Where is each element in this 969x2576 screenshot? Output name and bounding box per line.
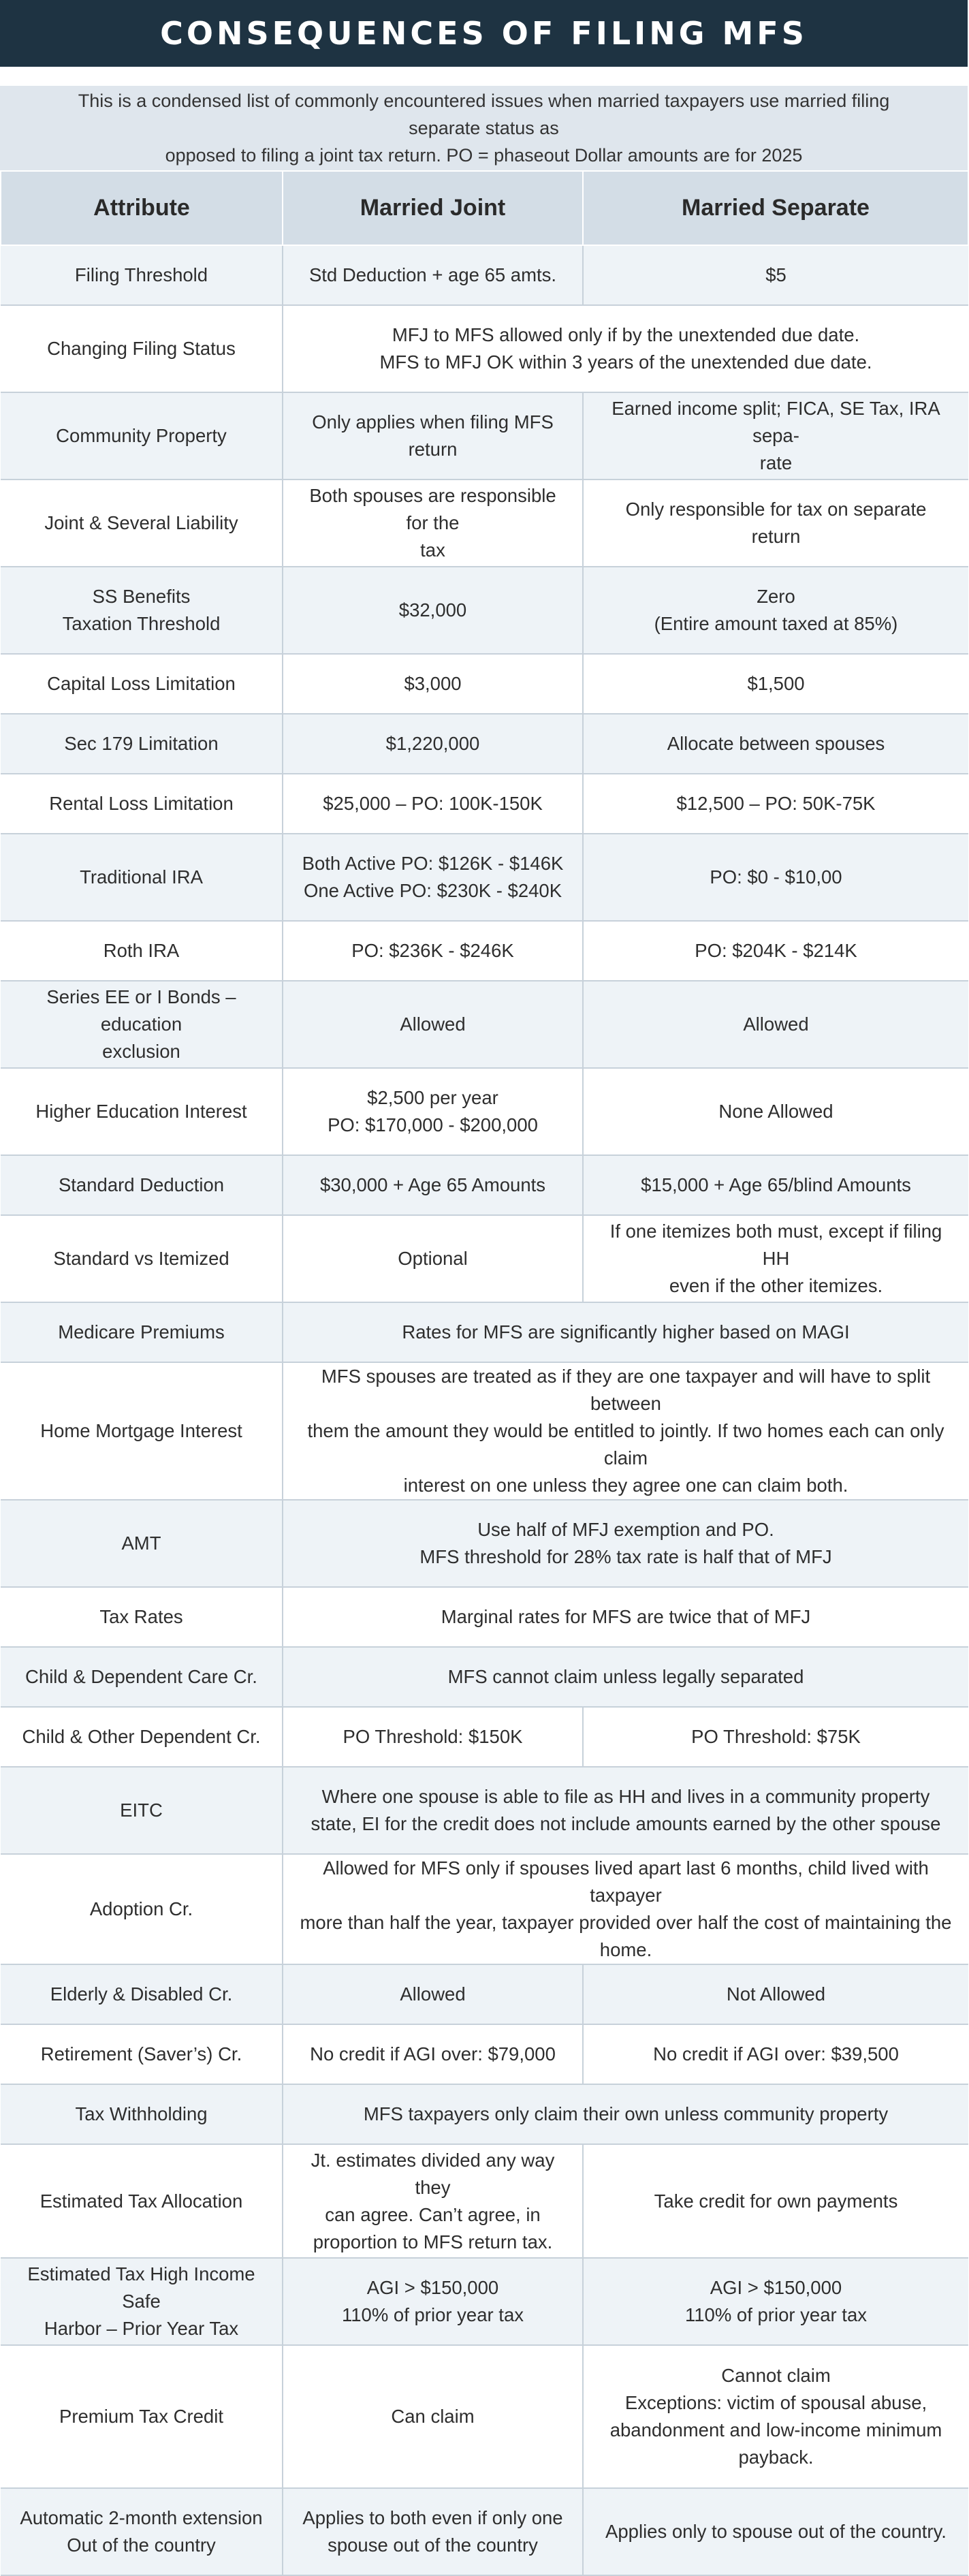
attribute-cell	[1, 1647, 283, 1707]
married-joint-cell	[283, 834, 583, 921]
cell-line: Filing Threshold	[74, 264, 208, 285]
cell-line: Tax Rates	[99, 1606, 183, 1627]
married-separate-cell	[583, 2144, 968, 2258]
married-separate-cell	[583, 480, 968, 567]
attribute-cell	[1, 1707, 283, 1767]
cell-line: Allowed for MFS only if spouses lived apart last 6 months, child lived with taxpayer	[323, 1857, 929, 1906]
cell-line: Std Deduction + age 65 amts.	[308, 264, 557, 285]
cell-line: Standard Deduction	[58, 1174, 225, 1195]
attribute-cell	[1, 2144, 283, 2258]
cell-line: $3,000	[404, 673, 462, 694]
combined-value-cell	[283, 1302, 968, 1362]
cell-line: them the amount they would be entitled to jointly. If two homes each can only claim	[307, 1420, 944, 1468]
table-row	[1, 714, 968, 774]
married-joint-cell	[283, 567, 583, 654]
table-row	[1, 567, 968, 654]
table-row	[1, 921, 968, 981]
table-row	[1, 2084, 968, 2144]
married-joint-cell	[283, 2024, 583, 2084]
attribute-cell	[1, 1362, 283, 1500]
cell-line: Roth IRA	[103, 940, 180, 961]
married-joint-cell	[283, 1068, 583, 1155]
married-separate-cell	[583, 2024, 968, 2084]
cell-line: $5	[765, 264, 787, 285]
attribute-cell	[1, 245, 283, 305]
cell-line: spouse out of the country	[328, 2534, 538, 2556]
cell-line: Higher Education Interest	[35, 1101, 247, 1122]
column-header-attribute: Attribute	[1, 171, 283, 245]
attribute-cell	[1, 567, 283, 654]
page-title: CONSEQUENCES OF FILING MFS	[0, 0, 968, 67]
married-joint-cell	[283, 2345, 583, 2488]
cell-line: Premium Tax Credit	[59, 2406, 223, 2427]
cell-line: Applies to both even if only one	[302, 2507, 563, 2528]
table-row	[1, 1302, 968, 1362]
comparison-table	[0, 170, 969, 2576]
cell-line: 110% of prior year tax	[685, 2304, 867, 2325]
cell-line: Out of the country	[67, 2534, 216, 2556]
married-joint-cell	[283, 654, 583, 714]
table-row	[1, 2488, 968, 2575]
cell-line: MFS threshold for 28% tax rate is half that of MFJ	[419, 1546, 832, 1567]
attribute-cell	[1, 774, 283, 834]
attribute-cell	[1, 654, 283, 714]
married-separate-cell	[583, 921, 968, 981]
cell-line: PO: $236K - $246K	[351, 940, 514, 961]
attribute-cell	[1, 1155, 283, 1215]
cell-line: Allowed	[400, 1014, 466, 1035]
cell-line: PO: $204K - $214K	[695, 940, 857, 961]
cell-line: If one itemizes both must, except if filing HH	[609, 1221, 942, 1269]
attribute-cell	[1, 1587, 283, 1647]
cell-line: exclusion	[102, 1041, 180, 1062]
attribute-cell	[1, 921, 283, 981]
married-separate-cell	[583, 2258, 968, 2345]
table-header-row	[1, 171, 968, 245]
column-header-married-separate: Married Separate	[583, 171, 968, 245]
cell-line: can agree. Can’t agree, in	[325, 2203, 541, 2225]
cell-line: Changing Filing Status	[47, 338, 236, 359]
cell-line: Where one spouse is able to file as HH and lives in a community property	[321, 1786, 930, 1807]
married-joint-cell	[283, 774, 583, 834]
cell-line: AGI > $150,000	[366, 2277, 499, 2298]
table-row	[1, 392, 968, 480]
cell-line: $15,000 + Age 65/blind Amounts	[641, 1174, 911, 1195]
table-row	[1, 1362, 968, 1500]
table-row	[1, 1500, 968, 1587]
cell-line: abandonment and low-income minimum	[609, 2419, 942, 2440]
cell-line: One Active PO: $230K - $240K	[303, 880, 562, 901]
married-separate-cell	[583, 2488, 968, 2575]
table-row	[1, 480, 968, 567]
cell-line: Use half of MFJ exemption and PO.	[477, 1519, 774, 1540]
married-separate-cell	[583, 2345, 968, 2488]
married-separate-cell	[583, 1707, 968, 1767]
combined-value-cell	[283, 1587, 968, 1647]
cell-line: $12,500 – PO: 50K-75K	[676, 793, 876, 814]
cell-line: SS Benefits	[92, 586, 191, 607]
attribute-cell	[1, 1500, 283, 1587]
table-body	[1, 245, 968, 2575]
married-joint-cell	[283, 245, 583, 305]
combined-value-cell	[283, 1500, 968, 1587]
married-separate-cell	[583, 1215, 968, 1302]
combined-value-cell	[283, 1767, 968, 1854]
married-separate-cell	[583, 1068, 968, 1155]
attribute-cell	[1, 834, 283, 921]
cell-line: Can claim	[391, 2406, 475, 2427]
attribute-cell	[1, 2258, 283, 2345]
cell-line: MFS spouses are treated as if they are one taxpayer and will have to split between	[321, 1366, 931, 1414]
table-row	[1, 774, 968, 834]
cell-line: Retirement (Saver’s) Cr.	[40, 2043, 242, 2064]
cell-line: Series EE or I Bonds – education	[46, 986, 236, 1035]
cell-line: payback.	[738, 2447, 814, 2468]
married-joint-cell	[283, 981, 583, 1068]
cell-line: AMT	[121, 1533, 161, 1554]
cell-line: Standard vs Itemized	[53, 1248, 229, 1269]
attribute-cell	[1, 1964, 283, 2024]
attribute-cell	[1, 392, 283, 480]
cell-line: $32,000	[398, 599, 467, 621]
combined-value-cell	[283, 1647, 968, 1707]
combined-value-cell	[283, 305, 968, 392]
cell-line: $1,220,000	[385, 733, 480, 754]
cell-line: Rates for MFS are significantly higher based on MAGI	[402, 1321, 850, 1342]
cell-line: $1,500	[747, 673, 805, 694]
attribute-cell	[1, 1854, 283, 1964]
married-joint-cell	[283, 392, 583, 480]
table-row	[1, 305, 968, 392]
cell-line: Jt. estimates divided any way they	[311, 2149, 555, 2198]
cell-line: Medicare Premiums	[58, 1321, 225, 1342]
cell-line: Take credit for own payments	[654, 2190, 898, 2212]
table-row	[1, 2345, 968, 2488]
cell-line: $30,000 + Age 65 Amounts	[319, 1174, 546, 1195]
cell-line: Not Allowed	[726, 1983, 826, 2005]
cell-line: MFS cannot claim unless legally separated	[447, 1666, 804, 1687]
cell-line: Estimated Tax High Income Safe	[27, 2263, 255, 2312]
cell-line: more than half the year, taxpayer provided over half the cost of maintaining the home.	[300, 1912, 952, 1960]
combined-value-cell	[283, 1854, 968, 1964]
cell-line: even if the other itemizes.	[669, 1275, 883, 1296]
attribute-cell	[1, 305, 283, 392]
married-joint-cell	[283, 1215, 583, 1302]
cell-line: Taxation Threshold	[62, 613, 221, 634]
cell-line: Automatic 2-month extension	[20, 2507, 263, 2528]
attribute-cell	[1, 2488, 283, 2575]
attribute-cell	[1, 1767, 283, 1854]
table-row	[1, 2024, 968, 2084]
intro-note	[0, 86, 968, 170]
married-separate-cell	[583, 714, 968, 774]
married-joint-cell	[283, 1707, 583, 1767]
cell-line: tax	[420, 539, 445, 561]
cell-line: EITC	[120, 1800, 163, 1821]
married-joint-cell	[283, 1155, 583, 1215]
attribute-cell	[1, 714, 283, 774]
married-separate-cell	[583, 981, 968, 1068]
cell-line: Cannot claim	[721, 2365, 831, 2386]
cell-line: Optional	[398, 1248, 468, 1269]
table-row	[1, 1767, 968, 1854]
cell-line: return	[408, 439, 458, 460]
cell-line: Exceptions: victim of spousal abuse,	[624, 2392, 927, 2413]
cell-line: Child & Other Dependent Cr.	[22, 1726, 261, 1747]
cell-line: PO: $170,000 - $200,000	[328, 1114, 538, 1135]
cell-line: MFJ to MFS allowed only if by the unextended due date.	[392, 324, 860, 345]
cell-line: Both spouses are responsible for the	[309, 485, 556, 533]
attribute-cell	[1, 480, 283, 567]
table-row	[1, 834, 968, 921]
married-separate-cell	[583, 1155, 968, 1215]
table-row	[1, 245, 968, 305]
married-separate-cell	[583, 1964, 968, 2024]
attribute-cell	[1, 981, 283, 1068]
table-row	[1, 1215, 968, 1302]
cell-line: Traditional IRA	[80, 866, 203, 888]
cell-line: Only applies when filing MFS	[312, 411, 554, 433]
cell-line: Zero	[757, 586, 795, 607]
cell-line: AGI > $150,000	[710, 2277, 842, 2298]
table-row	[1, 1155, 968, 1215]
cell-line: PO Threshold: $75K	[691, 1726, 861, 1747]
cell-line: Tax Withholding	[75, 2103, 208, 2124]
cell-line: Only responsible for tax on separate return	[625, 499, 927, 547]
cell-line: (Entire amount taxed at 85%)	[654, 613, 898, 634]
cell-line: Sec 179 Limitation	[64, 733, 219, 754]
attribute-cell	[1, 2084, 283, 2144]
attribute-cell	[1, 1068, 283, 1155]
cell-line: Capital Loss Limitation	[47, 673, 236, 694]
cell-line: $2,500 per year	[367, 1087, 498, 1108]
married-joint-cell	[283, 1964, 583, 2024]
column-header-married-joint: Married Joint	[283, 171, 583, 245]
cell-line: Community Property	[56, 425, 227, 446]
married-joint-cell	[283, 480, 583, 567]
cell-line: Both Active PO: $126K - $146K	[302, 853, 564, 874]
table-row	[1, 1647, 968, 1707]
intro-line: This is a condensed list of commonly encountered issues when married taxpayers use married filing separate status as	[78, 91, 890, 138]
cell-line: rate	[759, 452, 793, 473]
married-joint-cell	[283, 2144, 583, 2258]
table-row	[1, 981, 968, 1068]
cell-line: Applies only to spouse out of the country.	[605, 2521, 947, 2542]
cell-line: Home Mortgage Interest	[40, 1420, 242, 1441]
married-separate-cell	[583, 654, 968, 714]
cell-line: Harbor – Prior Year Tax	[44, 2318, 239, 2339]
cell-line: Rental Loss Limitation	[49, 793, 234, 814]
attribute-cell	[1, 2024, 283, 2084]
cell-line: Allowed	[743, 1014, 809, 1035]
cell-line: 110% of prior year tax	[342, 2304, 524, 2325]
table-row	[1, 2144, 968, 2258]
cell-line: Estimated Tax Allocation	[39, 2190, 243, 2212]
table-row	[1, 1854, 968, 1964]
cell-line: Allocate between spouses	[667, 733, 885, 754]
table-row	[1, 2258, 968, 2345]
married-separate-cell	[583, 834, 968, 921]
table-row	[1, 1068, 968, 1155]
married-joint-cell	[283, 714, 583, 774]
combined-value-cell	[283, 1362, 968, 1500]
attribute-cell	[1, 2345, 283, 2488]
cell-line: state, EI for the credit does not include amounts earned by the other spouse	[311, 1813, 941, 1834]
cell-line: Joint & Several Liability	[44, 512, 238, 533]
attribute-cell	[1, 1215, 283, 1302]
cell-line: $25,000 – PO: 100K-150K	[323, 793, 543, 814]
cell-line: Adoption Cr.	[89, 1898, 193, 1919]
cell-line: Child & Dependent Care Cr.	[25, 1666, 257, 1687]
married-joint-cell	[283, 2258, 583, 2345]
married-separate-cell	[583, 245, 968, 305]
cell-line: MFS to MFJ OK within 3 years of the unextended due date.	[379, 351, 872, 373]
married-separate-cell	[583, 774, 968, 834]
married-separate-cell	[583, 567, 968, 654]
table-row	[1, 1964, 968, 2024]
cell-line: Allowed	[400, 1983, 466, 2005]
cell-line: PO Threshold: $150K	[343, 1726, 523, 1747]
cell-line: MFS taxpayers only claim their own unless community property	[363, 2103, 889, 2124]
cell-line: Marginal rates for MFS are twice that of MFJ	[441, 1606, 811, 1627]
cell-line: proportion to MFS return tax.	[313, 2231, 553, 2252]
cell-line: None Allowed	[718, 1101, 833, 1122]
cell-line: PO: $0 - $10,00	[710, 866, 842, 888]
table-row	[1, 1587, 968, 1647]
table-row	[1, 1707, 968, 1767]
cell-line: No credit if AGI over: $39,500	[653, 2043, 899, 2064]
cell-line: interest on one unless they agree one can claim both.	[403, 1475, 848, 1496]
cell-line: Earned income split; FICA, SE Tax, IRA sepa-	[611, 398, 940, 446]
married-joint-cell	[283, 921, 583, 981]
combined-value-cell	[283, 2084, 968, 2144]
married-joint-cell	[283, 2488, 583, 2575]
intro-line: opposed to filing a joint tax return. PO = phaseout Dollar amounts are for 2025	[165, 145, 803, 166]
table-row	[1, 654, 968, 714]
attribute-cell	[1, 1302, 283, 1362]
cell-line: Elderly & Disabled Cr.	[50, 1983, 233, 2005]
cell-line: No credit if AGI over: $79,000	[310, 2043, 556, 2064]
married-separate-cell	[583, 392, 968, 480]
